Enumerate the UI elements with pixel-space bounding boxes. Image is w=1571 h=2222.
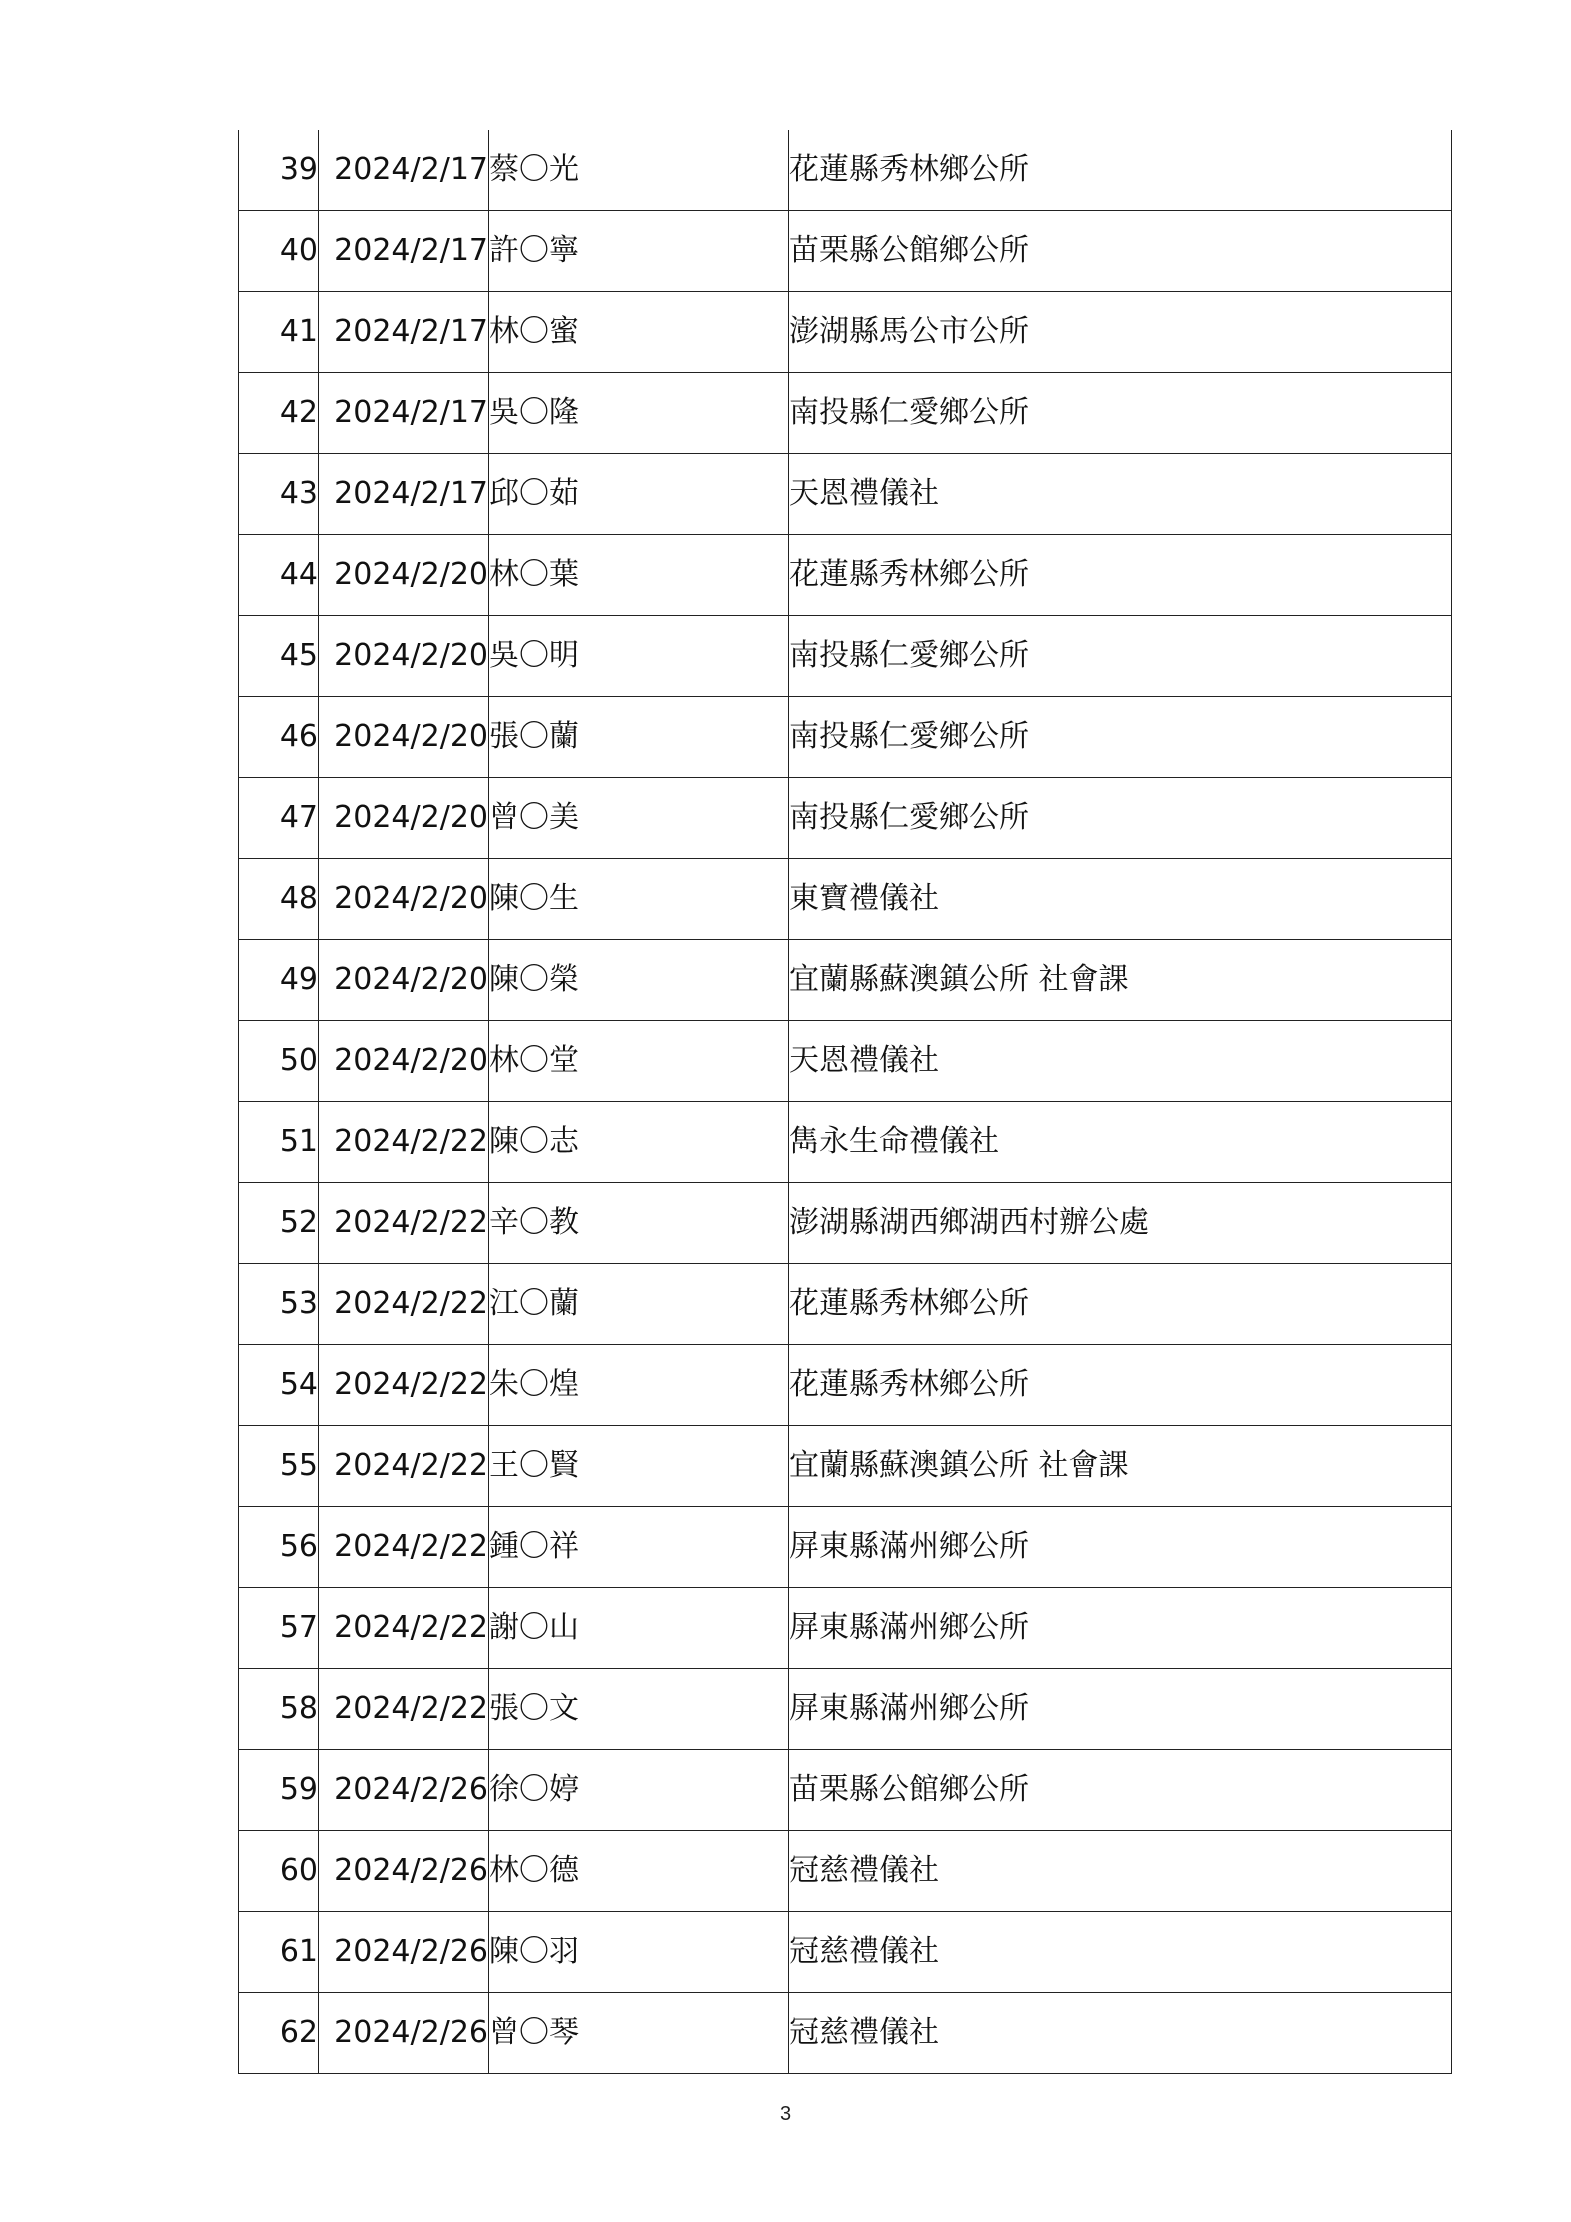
row-number: 61 bbox=[239, 1912, 319, 1993]
row-name: 吳〇隆 bbox=[489, 373, 789, 454]
table-row bbox=[239, 454, 1452, 535]
table-row bbox=[239, 1588, 1452, 1669]
row-organization: 花蓮縣秀林鄉公所 bbox=[789, 535, 1452, 616]
row-date: 2024/2/22 bbox=[319, 1669, 489, 1750]
row-date: 2024/2/20 bbox=[319, 616, 489, 697]
row-name: 蔡〇光 bbox=[489, 130, 789, 211]
row-name: 許〇寧 bbox=[489, 211, 789, 292]
table-row bbox=[239, 940, 1452, 1021]
row-name: 張〇蘭 bbox=[489, 697, 789, 778]
row-date: 2024/2/22 bbox=[319, 1102, 489, 1183]
row-date: 2024/2/17 bbox=[319, 454, 489, 535]
row-number: 52 bbox=[239, 1183, 319, 1264]
row-organization: 南投縣仁愛鄉公所 bbox=[789, 697, 1452, 778]
row-name: 江〇蘭 bbox=[489, 1264, 789, 1345]
row-organization: 花蓮縣秀林鄉公所 bbox=[789, 1264, 1452, 1345]
row-organization: 南投縣仁愛鄉公所 bbox=[789, 616, 1452, 697]
row-organization: 澎湖縣湖西鄉湖西村辦公處 bbox=[789, 1183, 1452, 1264]
row-name: 林〇堂 bbox=[489, 1021, 789, 1102]
row-number: 53 bbox=[239, 1264, 319, 1345]
row-organization: 東寶禮儀社 bbox=[789, 859, 1452, 940]
row-name: 辛〇教 bbox=[489, 1183, 789, 1264]
row-number: 59 bbox=[239, 1750, 319, 1831]
row-number: 48 bbox=[239, 859, 319, 940]
table-row bbox=[239, 211, 1452, 292]
row-date: 2024/2/26 bbox=[319, 1831, 489, 1912]
table-row bbox=[239, 1345, 1452, 1426]
table-row bbox=[239, 616, 1452, 697]
row-number: 44 bbox=[239, 535, 319, 616]
row-number: 47 bbox=[239, 778, 319, 859]
row-organization: 冠慈禮儀社 bbox=[789, 1831, 1452, 1912]
table-row bbox=[239, 1993, 1452, 2074]
row-organization: 南投縣仁愛鄉公所 bbox=[789, 373, 1452, 454]
row-date: 2024/2/22 bbox=[319, 1264, 489, 1345]
row-name: 陳〇志 bbox=[489, 1102, 789, 1183]
row-organization: 花蓮縣秀林鄉公所 bbox=[789, 1345, 1452, 1426]
row-name: 鍾〇祥 bbox=[489, 1507, 789, 1588]
row-date: 2024/2/22 bbox=[319, 1426, 489, 1507]
row-date: 2024/2/26 bbox=[319, 1993, 489, 2074]
table-row bbox=[239, 535, 1452, 616]
table-row bbox=[239, 1264, 1452, 1345]
row-date: 2024/2/17 bbox=[319, 130, 489, 211]
row-organization: 花蓮縣秀林鄉公所 bbox=[789, 130, 1452, 211]
row-name: 林〇葉 bbox=[489, 535, 789, 616]
table-row bbox=[239, 292, 1452, 373]
row-date: 2024/2/26 bbox=[319, 1912, 489, 1993]
row-name: 張〇文 bbox=[489, 1669, 789, 1750]
table-row bbox=[239, 1102, 1452, 1183]
table-row bbox=[239, 1669, 1452, 1750]
row-date: 2024/2/22 bbox=[319, 1183, 489, 1264]
row-date: 2024/2/20 bbox=[319, 859, 489, 940]
row-number: 57 bbox=[239, 1588, 319, 1669]
row-date: 2024/2/20 bbox=[319, 697, 489, 778]
row-organization: 冠慈禮儀社 bbox=[789, 1993, 1452, 2074]
row-number: 56 bbox=[239, 1507, 319, 1588]
row-organization: 苗栗縣公館鄉公所 bbox=[789, 1750, 1452, 1831]
table-row bbox=[239, 373, 1452, 454]
row-number: 43 bbox=[239, 454, 319, 535]
row-name: 謝〇山 bbox=[489, 1588, 789, 1669]
row-number: 58 bbox=[239, 1669, 319, 1750]
row-number: 55 bbox=[239, 1426, 319, 1507]
row-date: 2024/2/22 bbox=[319, 1507, 489, 1588]
row-number: 45 bbox=[239, 616, 319, 697]
table-row bbox=[239, 1507, 1452, 1588]
row-organization: 屏東縣滿州鄉公所 bbox=[789, 1669, 1452, 1750]
row-number: 39 bbox=[239, 130, 319, 211]
row-number: 60 bbox=[239, 1831, 319, 1912]
row-date: 2024/2/20 bbox=[319, 778, 489, 859]
row-number: 40 bbox=[239, 211, 319, 292]
row-date: 2024/2/20 bbox=[319, 1021, 489, 1102]
table-row bbox=[239, 1021, 1452, 1102]
row-date: 2024/2/20 bbox=[319, 535, 489, 616]
table-row bbox=[239, 1426, 1452, 1507]
row-organization: 雋永生命禮儀社 bbox=[789, 1102, 1452, 1183]
table-row bbox=[239, 1183, 1452, 1264]
row-date: 2024/2/26 bbox=[319, 1750, 489, 1831]
row-date: 2024/2/17 bbox=[319, 292, 489, 373]
row-number: 42 bbox=[239, 373, 319, 454]
row-date: 2024/2/20 bbox=[319, 940, 489, 1021]
row-number: 49 bbox=[239, 940, 319, 1021]
row-number: 62 bbox=[239, 1993, 319, 2074]
row-name: 邱〇茹 bbox=[489, 454, 789, 535]
records-table-body bbox=[239, 130, 1452, 2074]
row-number: 50 bbox=[239, 1021, 319, 1102]
row-name: 徐〇婷 bbox=[489, 1750, 789, 1831]
row-number: 46 bbox=[239, 697, 319, 778]
row-organization: 屏東縣滿州鄉公所 bbox=[789, 1588, 1452, 1669]
records-table bbox=[238, 130, 1452, 2074]
row-organization: 苗栗縣公館鄉公所 bbox=[789, 211, 1452, 292]
row-name: 林〇德 bbox=[489, 1831, 789, 1912]
row-date: 2024/2/17 bbox=[319, 373, 489, 454]
row-name: 林〇蜜 bbox=[489, 292, 789, 373]
row-name: 陳〇榮 bbox=[489, 940, 789, 1021]
table-row bbox=[239, 778, 1452, 859]
row-number: 54 bbox=[239, 1345, 319, 1426]
row-date: 2024/2/17 bbox=[319, 211, 489, 292]
table-row bbox=[239, 697, 1452, 778]
row-name: 曾〇美 bbox=[489, 778, 789, 859]
row-name: 陳〇生 bbox=[489, 859, 789, 940]
row-organization: 天恩禮儀社 bbox=[789, 1021, 1452, 1102]
row-date: 2024/2/22 bbox=[319, 1588, 489, 1669]
row-name: 吳〇明 bbox=[489, 616, 789, 697]
table-row bbox=[239, 859, 1452, 940]
row-name: 曾〇琴 bbox=[489, 1993, 789, 2074]
row-date: 2024/2/22 bbox=[319, 1345, 489, 1426]
row-organization: 屏東縣滿州鄉公所 bbox=[789, 1507, 1452, 1588]
row-organization: 宜蘭縣蘇澳鎮公所 社會課 bbox=[789, 1426, 1452, 1507]
table-row bbox=[239, 130, 1452, 211]
row-number: 51 bbox=[239, 1102, 319, 1183]
table-row bbox=[239, 1912, 1452, 1993]
row-organization: 南投縣仁愛鄉公所 bbox=[789, 778, 1452, 859]
row-name: 朱〇煌 bbox=[489, 1345, 789, 1426]
row-organization: 冠慈禮儀社 bbox=[789, 1912, 1452, 1993]
row-organization: 澎湖縣馬公市公所 bbox=[789, 292, 1452, 373]
row-name: 王〇賢 bbox=[489, 1426, 789, 1507]
table-row bbox=[239, 1831, 1452, 1912]
row-name: 陳〇羽 bbox=[489, 1912, 789, 1993]
row-organization: 天恩禮儀社 bbox=[789, 454, 1452, 535]
row-organization: 宜蘭縣蘇澳鎮公所 社會課 bbox=[789, 940, 1452, 1021]
table-row bbox=[239, 1750, 1452, 1831]
page-number: 3 bbox=[779, 2103, 792, 2125]
row-number: 41 bbox=[239, 292, 319, 373]
